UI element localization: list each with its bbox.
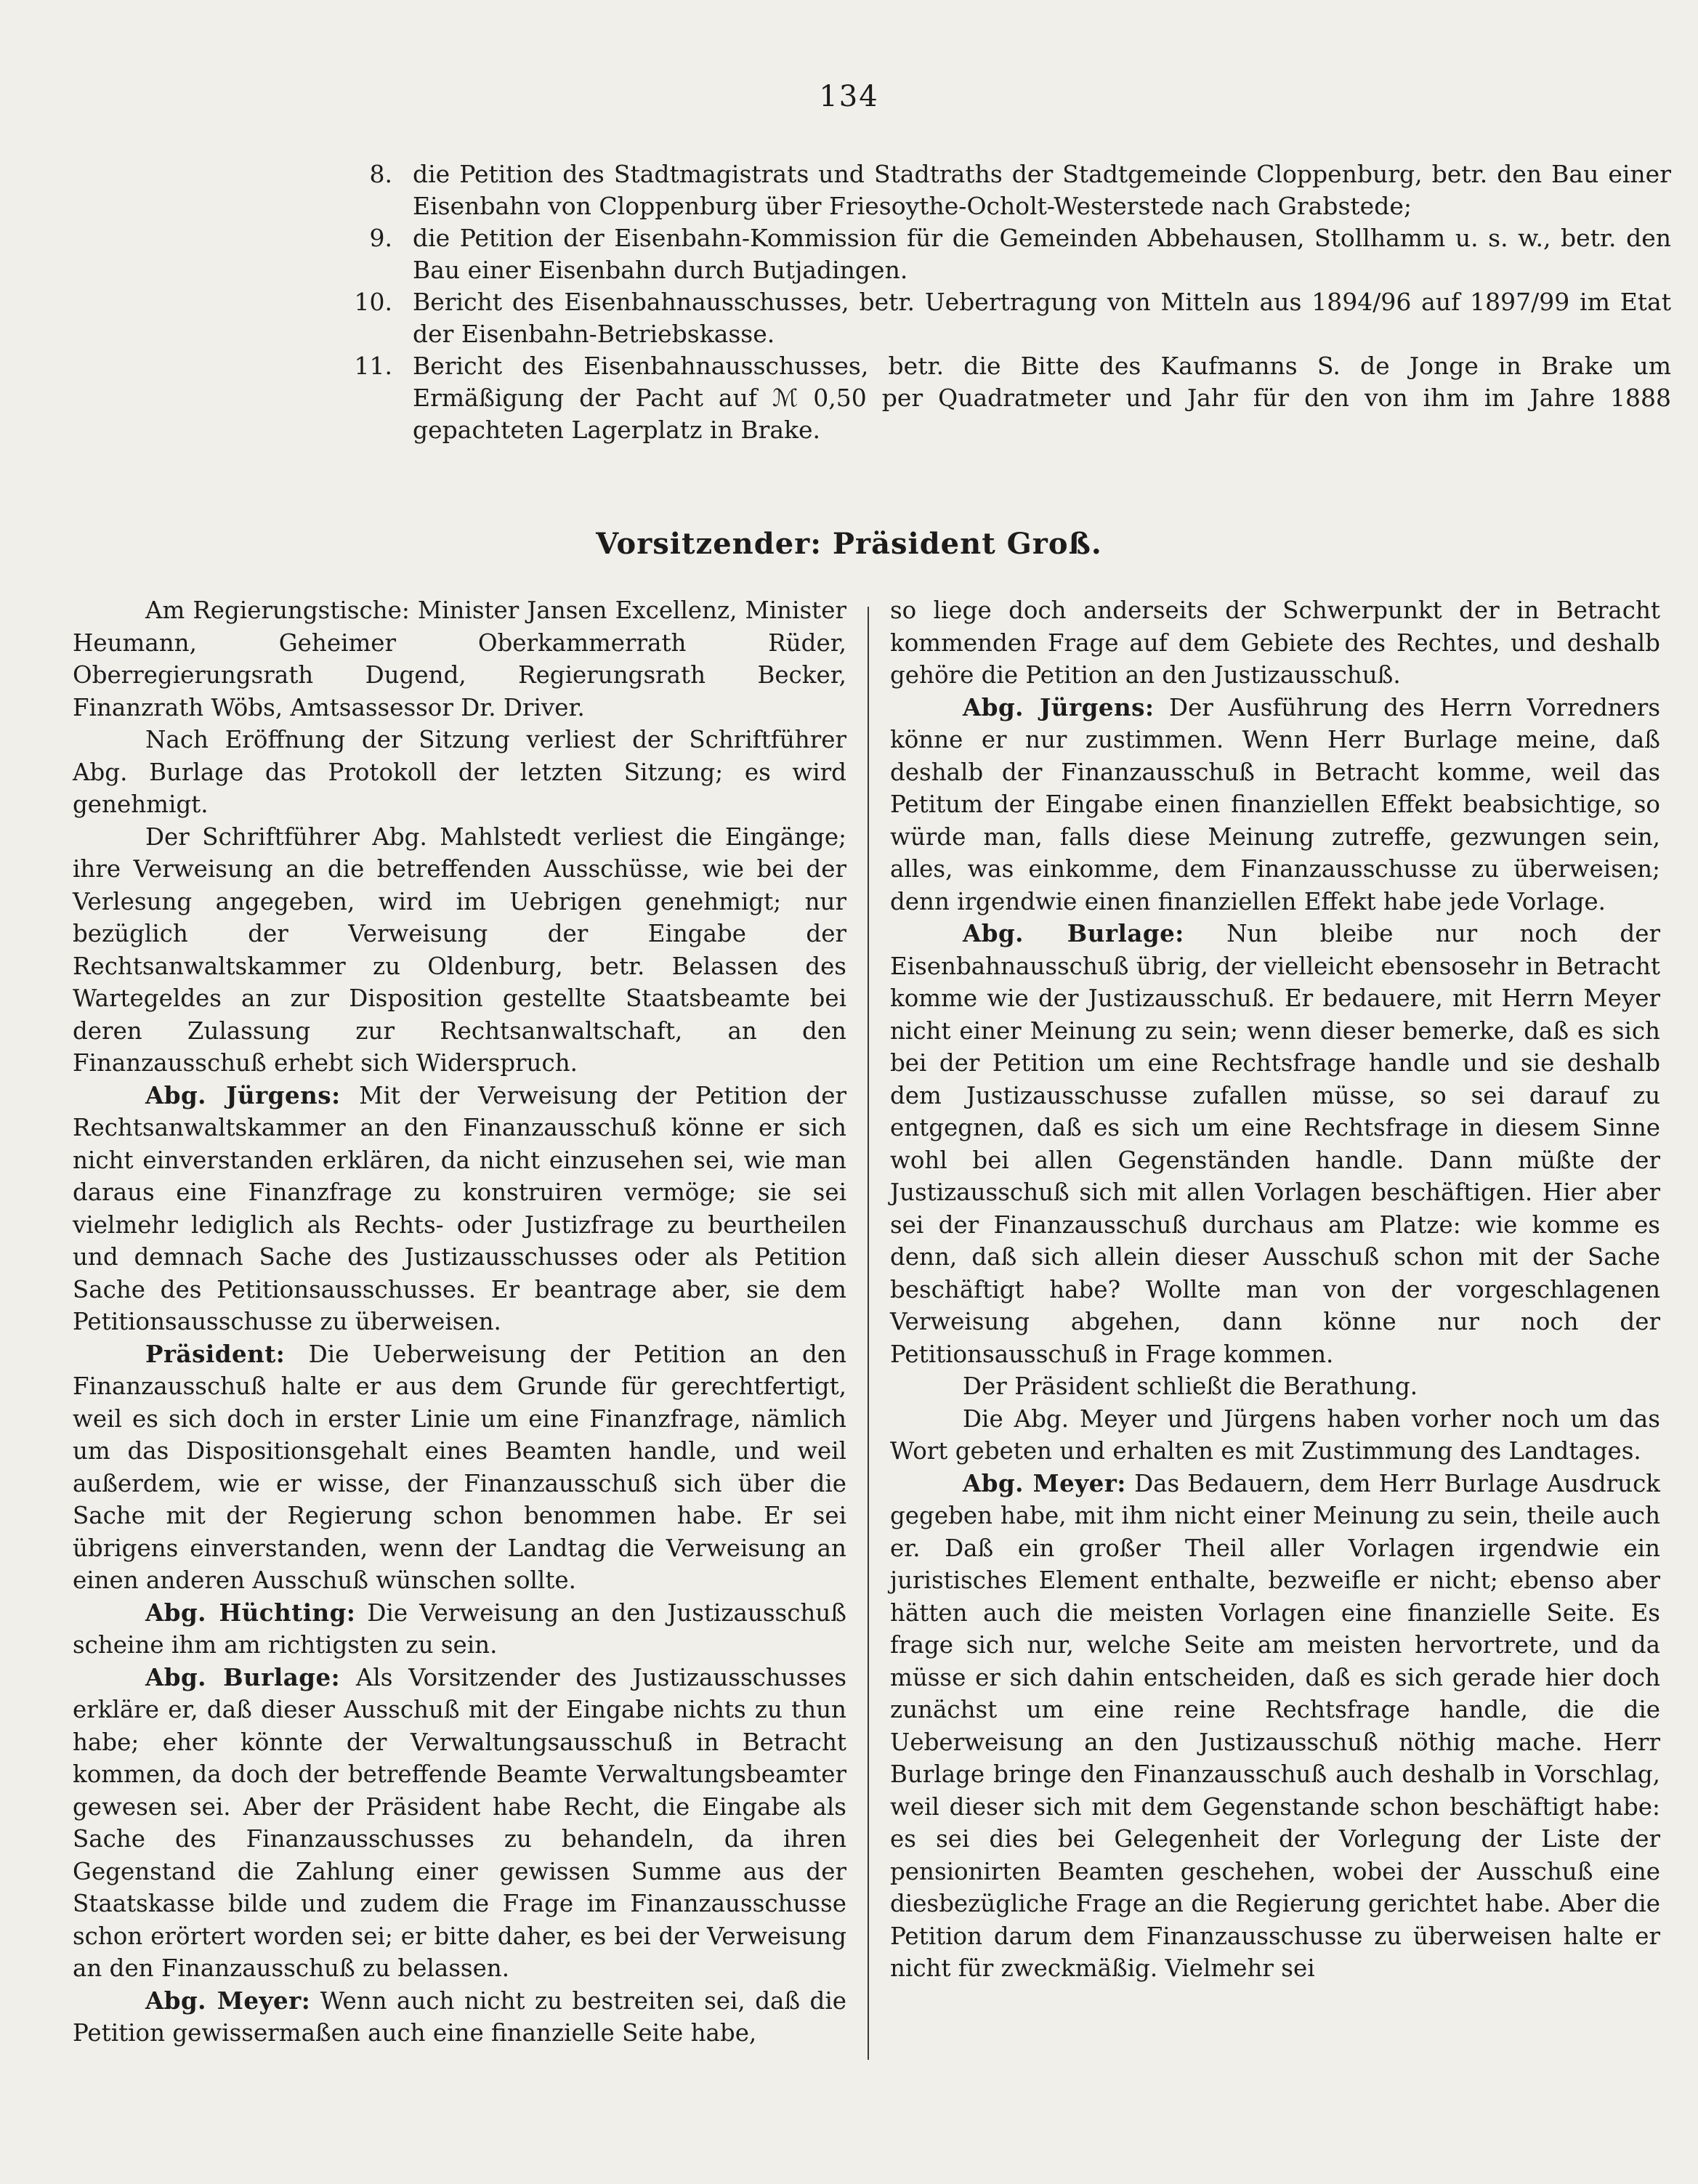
paragraph-text: Am Regierungstische: Minister Jansen Excellenz, Minister Heumann, Geheimer Oberkammerrath Rüder, Oberregierungsrath Dugend, Regierungsrath Becker, Finanzrath Wöbs, Amtsassessor Dr. Driver. [73,596,846,721]
paragraph-text: Die Ueberweisung der Petition an den Finanzausschuß halte er aus dem Grunde für gerechtfertigt, weil es sich doch in erster Linie um eine Finanzfrage, nämlich um das Dispositionsgehalt eines Beamten handle, und weil außerdem, wie er wisse, der Finanzausschuß sich über die Sache mit der Regierung schon benommen habe. Er sei übrigens einverstanden, wenn der Landtag die Verweisung an einen anderen Ausschuß wünschen sollte. [73,1340,846,1594]
paragraph-text: Die Verweisung an den Justizausschuß scheine ihm am richtigsten zu sein. [73,1598,846,1659]
paragraph-text: Nun bleibe nur noch der Eisenbahnausschuß übrig, der vielleicht ebensosehr in Betracht komme wie der Justizausschuß. Er bedauere, mit Herrn Meyer nicht einer Meinung zu sein; wenn dieser bemerke, daß es sich bei der Petition um eine Rechtsfrage handle und sie deshalb dem Justizausschusse zufallen müsse, so sei darauf zu entgegnen, daß es sich um eine Rechtsfrage in diesem Sinne wohl bei allen Gegenständen handle. Dann müßte der Justizausschuß sich mit allen Vorlagen beschäftigen. Hier aber sei der Finanzausschuß durchaus am Platze: wie komme es denn, daß sich allein dieser Ausschuß schon mit der Sache beschäftigt habe? Wollte man von der vorgeschlagenen Verweisung abgehen, dann könne nur noch der Petitionsausschuß in Frage kommen. [890,920,1660,1368]
paragraph [890,1468,1660,1985]
agenda-item [312,158,1671,222]
paragraph-text: Der Ausführung des Herrn Vorredners könne er nur zustimmen. Wenn Herr Burlage meine, daß deshalb der Finanzausschuß in Betracht komme, weil das Petitum der Eingabe einen finanziellen Effekt beabsichtige, so würde man, falls diese Meinung zutreffe, gezwungen sein, alles, was einkomme, dem Finanzausschusse zu überweisen; denn irgendwie einen finanziellen Effekt habe jede Vorlage. [890,693,1661,915]
paragraph-text: Die Abg. Meyer und Jürgens haben vorher noch um das Wort gebeten und erhalten es mit Zustimmung des Landtages. [890,1404,1660,1465]
paragraph [73,821,846,1080]
agenda-item [312,222,1671,286]
left-column [73,594,846,2050]
agenda-item-number: 10. [354,288,392,316]
paragraph-text: Das Bedauern, dem Herr Burlage Ausdruck gegeben habe, mit ihm nicht einer Meinung zu sein, theile auch er. Daß ein großer Theil aller Vorlagen irgendwie ein juristisches Element enthalte, bezweifle er nicht; ebenso aber hätten auch die meisten Vorlagen eine finanzielle Seite. Es frage sich nur, welche Seite am meisten hervortrete, und da müsse er sich dahin entscheiden, daß es sich gerade hier doch zunächst um eine reine Rechtsfrage handle, die die Ueberweisung an den Justizausschuß nöthig mache. Herr Burlage bringe den Finanzausschuß auch deshalb in Vorschlag, weil dieser sich mit dem Gegenstande schon beschäftigt habe: es sei dies bei Gelegenheit der Vorlegung der Liste der pensionirten Beamten geschehen, wobei der Ausschuß eine diesbezügliche Frage an die Regierung gerichtet habe. Aber die Petition darum dem Finanzausschusse zu überweisen halte er nicht für zweckmäßig. Vielmehr sei [890,1469,1660,1982]
right-column [890,594,1660,1985]
paragraph [73,1338,846,1597]
paragraph [73,724,846,821]
speaker-name: Abg. Meyer: [145,1986,311,2015]
paragraph-text: Als Vorsitzender des Justizausschusses erkläre er, daß dieser Ausschuß mit der Eingabe nichts zu thun habe; eher könnte der Verwaltungsausschuß in Betracht kommen, da doch der betreffende Beamte Verwaltungsbeamter gewesen sei. Aber der Präsident habe Recht, die Eingabe als Sache des Finanzausschusses zu behandeln, da ihren Gegenstand die Zahlung einer gewissen Summe aus der Staatskasse bilde und zudem die Frage im Finanzausschusse schon erörtert worden sei; er bitte daher, es bei der Verweisung an den Finanzausschuß zu belassen. [73,1663,846,1982]
paragraph [73,1985,846,2050]
paragraph [73,594,846,724]
speaker-name: Abg. Meyer: [963,1468,1126,1497]
speaker-name: Abg. Burlage: [145,1662,341,1691]
agenda-item [312,286,1671,350]
speaker-name: Abg. Hüchting: [145,1598,356,1627]
paragraph-text: Wenn auch nicht zu bestreiten sei, daß die Petition gewissermaßen auch eine finanzielle Seite habe, [73,1986,846,2047]
speaker-name: Abg. Jürgens: [963,692,1155,721]
agenda-item-text: Bericht des Eisenbahnausschusses, betr. Uebertragung von Mitteln aus 1894/96 auf 1897/99 im Etat der Eisenbahn-Betriebskasse. [413,288,1671,348]
paragraph-text: Nach Eröffnung der Sitzung verliest der Schriftführer Abg. Burlage das Protokoll der letzten Sitzung; es wird genehmigt. [73,726,846,818]
paragraph [73,1080,846,1338]
page-number: 134 [819,80,879,113]
agenda-item-number: 9. [369,224,392,252]
paragraph-text: Der Schriftführer Abg. Mahlstedt verliest die Eingänge; ihre Verweisung an die betreffenden Ausschüsse, wie bei der Verlesung angegeben, wird im Uebrigen genehmigt; nur bezüglich der Verweisung der Eingabe der Rechtsanwaltskammer zu Oldenburg, betr. Belassen des Wartegeldes an zur Disposition gestellte Staatsbeamte bei deren Zulassung zur Rechtsanwaltschaft, an den Finanzausschuß erhebt sich Widerspruch. [73,822,846,1077]
agenda-item-text: die Petition des Stadtmagistrats und Stadtraths der Stadtgemeinde Cloppenburg, betr. den Bau einer Eisenbahn von Cloppenburg über Friesoythe-Ocholt-Westerstede nach Grabstede; [413,160,1671,220]
agenda-item [312,350,1671,446]
paragraph [890,1403,1660,1468]
paragraph [890,1370,1660,1403]
agenda-item-text: die Petition der Eisenbahn-Kommission für die Gemeinden Abbehausen, Stollhamm u. s. w., betr. den Bau einer Eisenbahn durch Butjadingen. [413,224,1671,284]
agenda-list [312,158,1671,446]
speaker-name: Abg. Jürgens: [145,1080,341,1109]
paragraph-text: Mit der Verweisung der Petition der Rechtsanwaltskammer an den Finanzausschuß könne er sich nicht einverstanden erklären, da nicht einzusehen sei, wie man daraus eine Finanzfrage zu konstruiren vermöge; sie sei vielmehr lediglich als Rechts- oder Justizfrage zu beurtheilen und demnach Sache des Justizausschusses oder als Petition Sache des Petitionsausschusses. Er beantrage aber, sie dem Petitionsausschusse zu überweisen. [73,1081,847,1335]
paragraph [890,594,1660,692]
paragraph [73,1597,846,1662]
paragraph [890,692,1660,918]
paragraph-text: Der Präsident schließt die Berathung. [963,1372,1418,1400]
agenda-item-number: 8. [369,160,392,188]
paragraph-text: so liege doch anderseits der Schwerpunkt der in Betracht kommenden Frage auf dem Gebiete des Rechtes, und deshalb gehöre die Petition an den Justizausschuß. [890,596,1660,689]
paragraph [890,918,1660,1370]
presiding-officer-heading: Vorsitzender: Präsident Groß. [596,527,1102,561]
column-divider [868,607,869,2060]
agenda-item-number: 11. [354,352,392,380]
speaker-name: Abg. Burlage: [963,919,1184,947]
speaker-name: Präsident: [145,1339,286,1368]
agenda-item-text: Bericht des Eisenbahnausschusses, betr. die Bitte des Kaufmanns S. de Jonge in Brake um Ermäßigung der Pacht auf ℳ 0,50 per Quadratmeter und Jahr für den von ihm im Jahre 1888 gepachteten Lagerplatz in Brake. [413,352,1671,444]
paragraph [73,1662,846,1985]
